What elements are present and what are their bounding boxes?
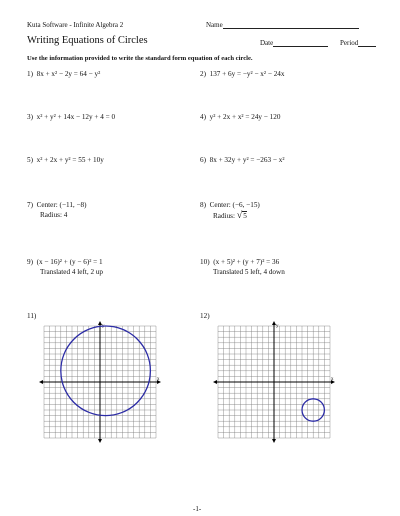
worksheet-title: Writing Equations of Circles — [27, 35, 148, 46]
coordinate-graph-11 — [38, 320, 162, 444]
problem-text: y² + 2x + x² = 24y − 120 — [209, 113, 281, 121]
problem-number: 1) — [27, 70, 33, 78]
period-label: Period — [340, 39, 359, 47]
problem-number: 9) — [27, 258, 33, 266]
problem-text: (x + 5)² + (y + 7)² = 36 — [213, 258, 280, 266]
radicand: 5 — [243, 212, 247, 220]
problem-text: 8x + x² − 2y = 64 − y² — [36, 70, 101, 78]
x-axis-label: x — [157, 377, 160, 382]
problem-2 — [200, 70, 284, 78]
software-label: Kuta Software - Infinite Algebra 2 — [27, 21, 124, 29]
problem-text: x² + y² + 14x − 12y + 4 = 0 — [36, 113, 116, 121]
x-arrow-left-icon — [39, 380, 43, 384]
problem-subtext: Radius: 4 — [40, 211, 68, 219]
instructions: Use the information provided to write the standard form equation of each circle. — [27, 55, 253, 62]
problem-9 — [27, 258, 103, 276]
problem-10 — [200, 258, 285, 276]
name-label: Name — [206, 21, 223, 29]
coordinate-graph-12 — [212, 320, 336, 444]
x-axis-label: x — [331, 377, 334, 382]
radius-label: Radius: — [213, 212, 237, 220]
sqrt-icon: √ — [236, 210, 243, 221]
name-blank[interactable] — [223, 28, 359, 29]
period-blank[interactable] — [358, 46, 376, 47]
problem-number: 4) — [200, 113, 206, 121]
period-field[interactable] — [340, 39, 376, 47]
y-arrow-down-icon — [272, 439, 276, 443]
problem-7 — [27, 201, 87, 219]
problem-text: x² + 2x + y² = 55 + 10y — [36, 156, 104, 164]
problem-number: 5) — [27, 156, 33, 164]
problem-text: (x − 16)² + (y − 6)² = 1 — [36, 258, 103, 266]
date-label: Date — [260, 39, 274, 47]
problem-text: Center: (−6, −15) — [209, 201, 260, 209]
problem-subtext: Translated 5 left, 4 down — [213, 268, 285, 276]
problem-number: 2) — [200, 70, 206, 78]
problem-12-number: 12) — [200, 312, 210, 320]
problem-number: 3) — [27, 113, 33, 121]
date-blank[interactable] — [273, 46, 328, 47]
y-axis-label: y — [276, 324, 279, 329]
problem-number: 10) — [200, 258, 210, 266]
problem-number: 7) — [27, 201, 33, 209]
problem-5 — [27, 156, 104, 164]
y-axis-label: y — [102, 324, 105, 329]
problem-subtext — [213, 211, 260, 220]
problem-text: Center: (−11, −8) — [36, 201, 87, 209]
problem-subtext: Translated 4 left, 2 up — [40, 268, 104, 276]
problem-8 — [200, 201, 260, 220]
problem-1 — [27, 70, 100, 78]
problem-number: 8) — [200, 201, 206, 209]
x-arrow-left-icon — [213, 380, 217, 384]
date-field[interactable] — [260, 39, 328, 47]
y-arrow-down-icon — [98, 439, 102, 443]
problem-number: 6) — [200, 156, 206, 164]
problem-4 — [200, 113, 280, 121]
problem-6 — [200, 156, 284, 164]
problem-11-number: 11) — [27, 312, 37, 320]
name-field[interactable] — [206, 21, 359, 29]
problem-text: 8x + 32y + y² = −263 − x² — [209, 156, 285, 164]
page-number: -1- — [193, 505, 202, 513]
problem-text: 137 + 6y = −y² − x² − 24x — [209, 70, 285, 78]
problem-3 — [27, 113, 115, 121]
